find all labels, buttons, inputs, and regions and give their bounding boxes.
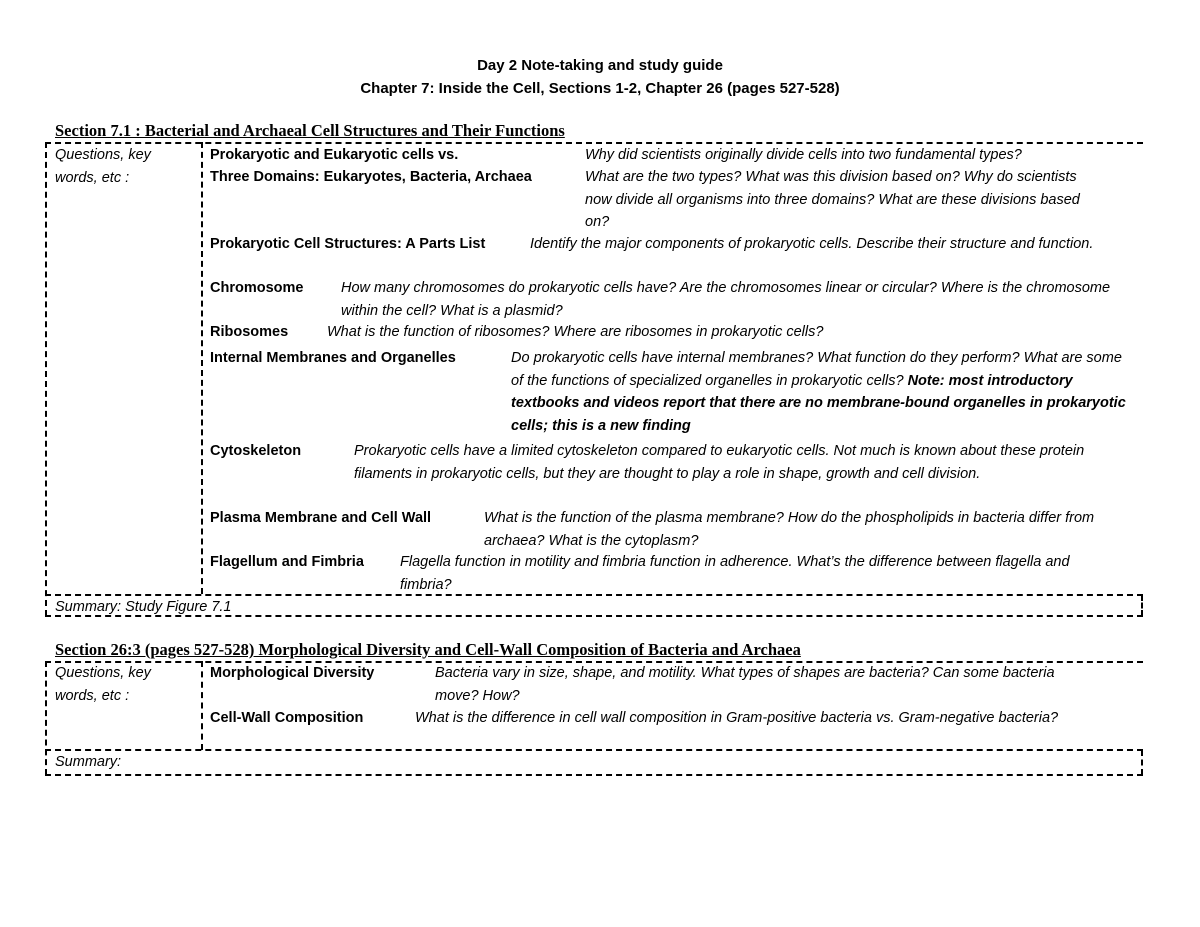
table-right-border [1141,595,1143,616]
question-prokaryotic-eukaryotic: Why did scientists originally divide cells into two fundamental types? [585,147,1022,163]
question-internal-membranes-organelles [511,347,1126,437]
topic-cell-structures-parts-list: Prokaryotic Cell Structures: A Parts List [210,236,486,252]
section-26-3-heading: Section 26:3 (pages 527-528) Morphological Diversity and Cell-Wall Composition of Bacteria and Archaea [55,640,801,659]
topic-prokaryotic-eukaryotic: Prokaryotic and Eukaryotic cells vs. [210,147,459,163]
topic-cell-wall-composition: Cell-Wall Composition [210,710,364,726]
column-divider [201,661,203,750]
topic-chromosome: Chromosome [210,280,304,296]
topic-cytoskeleton: Cytoskeleton [210,443,302,459]
description-flagellum-fimbria: Flagella function in motility and fimbria function in adherence. What’s the difference between flagella and fimbria? [400,554,1070,593]
question-three-domains: What are the two types? What was this division based on? Why do scientists now divide all organisms into three domains? What are these divisions based on? [585,169,1080,230]
topic-internal-membranes-organelles: Internal Membranes and Organelles [210,350,456,366]
document-subtitle: Chapter 7: Inside the Cell, Sections 1-2, Chapter 26 (pages 527-528) [360,80,840,97]
summary-top-border [45,749,1143,751]
questions-keywords-label: Questions, key words, etc : [55,665,151,704]
table-left-border [45,661,47,775]
question-chromosome: How many chromosomes do prokaryotic cells have? Are the chromosomes linear or circular? Where is the chromosome within the cell? What is a plasmid? [341,280,1111,319]
topic-morphological-diversity: Morphological Diversity [210,665,375,681]
question-cell-wall-composition: What is the difference in cell wall composition in Gram-positive bacteria vs. Gram-negative bacteria? [415,710,1059,726]
section-7-1-heading: Section 7.1 : Bacterial and Archaeal Cell Structures and Their Functions [55,121,565,140]
question-cell-structures-parts-list: Identify the major components of prokaryotic cells. Describe their structure and function. [530,236,1094,252]
table-bottom-border [45,774,1143,776]
section-7-1-summary: Summary: Study Figure 7.1 [55,599,232,615]
table-right-border [1141,750,1143,775]
description-cytoskeleton: Prokaryotic cells have a limited cytoskeleton compared to eukaryotic cells. Not much is known about these protein filaments in prokaryotic cells, but they are thought to play a role in shape, growth and cell division. [354,443,1085,482]
topic-flagellum-fimbria: Flagellum and Fimbria [210,554,364,570]
question-text: Do prokaryotic cells have internal membranes? What function do they perform? What are some of the functions of specialized organelles in prokaryotic cells? [511,350,1122,389]
table-left-border [45,142,47,616]
section-26-3-summary: Summary: [55,754,122,770]
question-morphological-diversity: Bacteria vary in size, shape, and motility. What types of shapes are bacteria? Can some bacteria move? How? [435,665,1055,704]
question-ribosomes: What is the function of ribosomes? Where are ribosomes in prokaryotic cells? [327,324,824,340]
document-title: Day 2 Note-taking and study guide [477,57,723,74]
bold-note: Note: most introductory textbooks and videos report that there are no membrane-bound organelles in prokaryotic cells; this is a new finding [511,372,1126,434]
column-divider [201,142,203,594]
topic-ribosomes: Ribosomes [210,324,289,340]
question-plasma-membrane-cell-wall: What is the function of the plasma membrane? How do the phospholipids in bacteria differ from archaea? What is the cytoplasm? [484,510,1095,549]
topic-three-domains: Three Domains: Eukaryotes, Bacteria, Archaea [210,169,532,185]
topic-plasma-membrane-cell-wall: Plasma Membrane and Cell Wall [210,510,432,526]
questions-keywords-label: Questions, key words, etc : [55,147,151,186]
